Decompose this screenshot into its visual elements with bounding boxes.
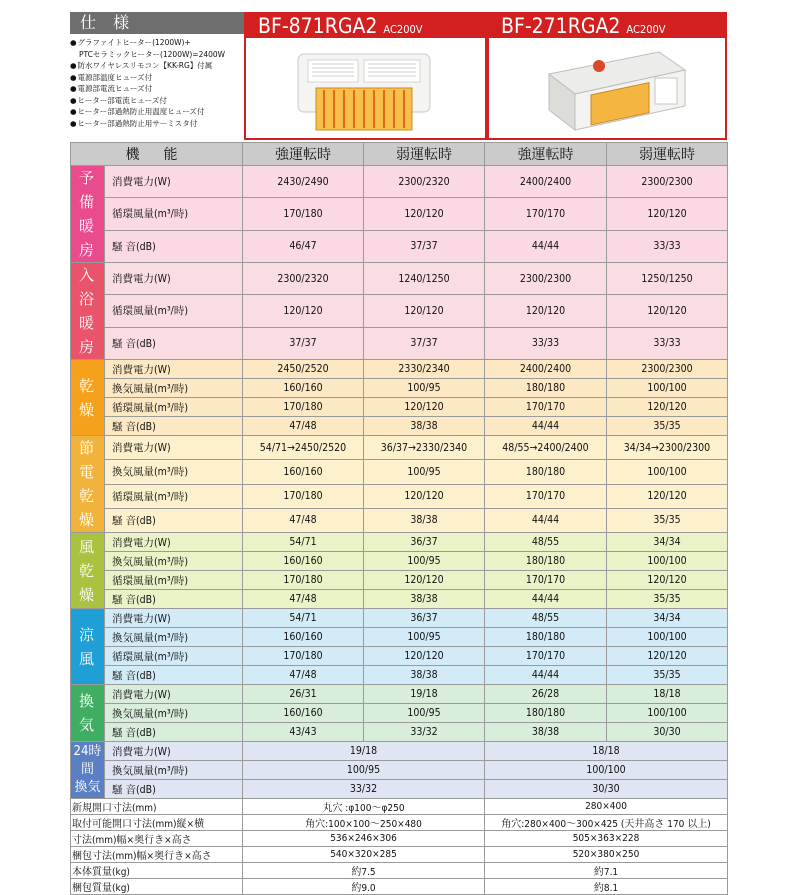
row-label: 消費電力(W) (105, 533, 243, 552)
value-cell: 38/38 (364, 417, 485, 436)
value-cell: 2400/2400 (485, 166, 607, 198)
group-label (71, 166, 105, 263)
value-cell: 37/37 (364, 230, 485, 262)
table-row (71, 780, 728, 799)
table-row (71, 704, 728, 723)
table-row (71, 508, 728, 532)
feature-item: PTCセラミックヒーター(1200W)=2400W (79, 49, 226, 59)
group-name: 換気 (78, 692, 96, 734)
value-cell: 33/33 (607, 327, 728, 359)
table-row (71, 460, 728, 484)
table-row (71, 685, 728, 704)
group-label (71, 685, 105, 742)
value-cell: 47/48 (243, 590, 364, 609)
value-cell: 36/37 (364, 533, 485, 552)
row-label: 梱包寸法(mm)幅×奥行き×高さ (71, 847, 243, 863)
value-cell: 33/32 (364, 723, 485, 742)
value-cell: 19/18 (243, 742, 485, 761)
value-cell: 120/120 (607, 647, 728, 666)
table-row (71, 666, 728, 685)
group-label (71, 742, 105, 799)
group-name: 乾燥 (78, 376, 96, 419)
table-row (71, 327, 728, 359)
value-cell: 38/38 (364, 590, 485, 609)
value-cell: 54/71 (243, 609, 364, 628)
value-cell: 170/170 (485, 198, 607, 230)
value-cell: 47/48 (243, 417, 364, 436)
table-row (71, 198, 728, 230)
value-cell: 100/95 (364, 460, 485, 484)
spec-table (70, 142, 728, 895)
row-label: 換気風量(m³/時) (105, 379, 243, 398)
row-label: 循環風量(m³/時) (105, 198, 243, 230)
row-label: 梱包質量(kg) (71, 879, 243, 895)
value-cell: 536×246×306 (243, 831, 485, 847)
table-row (71, 863, 728, 879)
col-header: 強運転時 (485, 143, 607, 166)
row-label: 消費電力(W) (105, 742, 243, 761)
value-cell: 170/170 (485, 647, 607, 666)
value-cell: 120/120 (364, 647, 485, 666)
value-cell: 38/38 (485, 723, 607, 742)
table-row (71, 761, 728, 780)
value-cell: 120/120 (485, 295, 607, 327)
col-header: 弱運転時 (607, 143, 728, 166)
value-cell: 100/100 (607, 704, 728, 723)
value-cell: 170/170 (485, 571, 607, 590)
value-cell: 100/100 (485, 761, 728, 780)
group-name: 入浴 暖房 (78, 266, 96, 356)
value-cell: 540×320×285 (243, 847, 485, 863)
row-label: 循環風量(m³/時) (105, 571, 243, 590)
value-cell: 170/180 (243, 647, 364, 666)
feature-item: ● 電源部電流ヒューズ付 (70, 83, 245, 95)
value-cell: 38/38 (364, 508, 485, 532)
value-cell: 180/180 (485, 379, 607, 398)
row-label: 寸法(mm)幅×奥行き×高さ (71, 831, 243, 847)
value-cell: 120/120 (607, 571, 728, 590)
model-name: BF-871RGA2 (258, 14, 378, 38)
value-cell: 100/95 (364, 552, 485, 571)
value-cell: 160/160 (243, 460, 364, 484)
value-cell: 100/95 (364, 628, 485, 647)
value-cell: 170/180 (243, 571, 364, 590)
value-cell: 120/120 (364, 295, 485, 327)
value-cell: 48/55 (485, 533, 607, 552)
value-cell: 120/120 (364, 198, 485, 230)
value-cell: 100/95 (364, 379, 485, 398)
value-cell: 100/95 (364, 704, 485, 723)
value-cell: 160/160 (243, 552, 364, 571)
value-cell: 54/71→2450/2520 (243, 436, 364, 460)
table-row (71, 609, 728, 628)
table-row (71, 230, 728, 262)
group-label (71, 609, 105, 685)
value-cell: 100/100 (607, 628, 728, 647)
value-cell: 2300/2320 (243, 263, 364, 295)
row-label: 消費電力(W) (105, 263, 243, 295)
feature-item: ● ヒーター部電流ヒューズ付 (70, 95, 245, 107)
function-header: 機 能 (71, 143, 243, 166)
table-row (71, 879, 728, 895)
value-cell: 100/100 (607, 552, 728, 571)
value-cell: 丸穴 :φ100〜φ250 (243, 799, 485, 815)
table-header-row (71, 143, 728, 166)
value-cell: 33/33 (607, 230, 728, 262)
value-cell: 170/180 (243, 484, 364, 508)
value-cell: 角穴:280×400〜300×425 (天井高さ 170 以上) (485, 815, 728, 831)
group-label (71, 360, 105, 436)
value-cell: 160/160 (243, 628, 364, 647)
value-cell: 44/44 (485, 590, 607, 609)
model-heading (489, 14, 725, 38)
value-cell: 36/37→2330/2340 (364, 436, 485, 460)
value-cell: 36/37 (364, 609, 485, 628)
value-cell: 34/34 (607, 533, 728, 552)
value-cell: 26/31 (243, 685, 364, 704)
value-cell: 44/44 (485, 508, 607, 532)
row-label: 循環風量(m³/時) (105, 398, 243, 417)
value-cell: 160/160 (243, 704, 364, 723)
value-cell: 34/34 (607, 609, 728, 628)
table-row (71, 647, 728, 666)
table-row (71, 417, 728, 436)
feature-item: ● ヒーター部過熱防止用温度ヒューズ付 (70, 106, 245, 118)
table-row (71, 799, 728, 815)
spec-title: 仕 様 (70, 12, 250, 34)
value-cell: 180/180 (485, 460, 607, 484)
value-cell: 120/120 (607, 198, 728, 230)
row-label: 循環風量(m³/時) (105, 295, 243, 327)
group-name: 24時間 換気 (73, 744, 102, 795)
value-cell: 37/37 (243, 327, 364, 359)
heater-271-image (539, 44, 689, 138)
value-cell: 38/38 (364, 666, 485, 685)
value-cell: 170/170 (485, 398, 607, 417)
value-cell: 1240/1250 (364, 263, 485, 295)
model-panel-271 (487, 12, 727, 140)
group-name: 風乾燥 (78, 537, 96, 604)
feature-item: ● ヒーター部過熱防止用サーミスタ付 (70, 118, 245, 130)
value-cell: 35/35 (607, 508, 728, 532)
table-row (71, 815, 728, 831)
row-label: 消費電力(W) (105, 360, 243, 379)
value-cell: 2300/2300 (607, 166, 728, 198)
value-cell: 18/18 (607, 685, 728, 704)
feature-list (70, 37, 245, 129)
value-cell: 44/44 (485, 666, 607, 685)
value-cell: 37/37 (364, 327, 485, 359)
row-label: 騒 音(dB) (105, 723, 243, 742)
group-label (71, 436, 105, 533)
table-row (71, 263, 728, 295)
model-heading (246, 14, 485, 38)
value-cell: 2300/2300 (485, 263, 607, 295)
model-voltage: AC200V (626, 23, 666, 36)
value-cell: 180/180 (485, 628, 607, 647)
table-row (71, 552, 728, 571)
value-cell: 180/180 (485, 552, 607, 571)
value-cell: 120/120 (607, 295, 728, 327)
row-label: 新規開口寸法(mm) (71, 799, 243, 815)
value-cell: 170/170 (485, 484, 607, 508)
table-row (71, 628, 728, 647)
row-label: 消費電力(W) (105, 609, 243, 628)
value-cell: 47/48 (243, 666, 364, 685)
value-cell: 100/95 (243, 761, 485, 780)
value-cell: 120/120 (607, 398, 728, 417)
value-cell: 120/120 (364, 484, 485, 508)
value-cell: 約7.1 (485, 863, 728, 879)
table-row (71, 484, 728, 508)
row-label: 騒 音(dB) (105, 590, 243, 609)
group-label (71, 533, 105, 609)
value-cell: 170/180 (243, 398, 364, 417)
model-panel-871 (244, 12, 487, 140)
table-row (71, 436, 728, 460)
row-label: 換気風量(m³/時) (105, 460, 243, 484)
row-label: 本体質量(kg) (71, 863, 243, 879)
value-cell: 2430/2490 (243, 166, 364, 198)
row-label: 消費電力(W) (105, 436, 243, 460)
col-header: 強運転時 (243, 143, 364, 166)
value-cell: 19/18 (364, 685, 485, 704)
value-cell: 100/100 (607, 379, 728, 398)
value-cell: 2300/2300 (607, 360, 728, 379)
row-label: 換気風量(m³/時) (105, 628, 243, 647)
value-cell: 160/160 (243, 379, 364, 398)
table-row (71, 723, 728, 742)
value-cell: 18/18 (485, 742, 728, 761)
group-name: 予備 暖房 (78, 169, 96, 259)
group-name: 節電 乾燥 (78, 439, 96, 529)
value-cell: 34/34→2300/2300 (607, 436, 728, 460)
value-cell: 30/30 (607, 723, 728, 742)
value-cell: 約9.0 (243, 879, 485, 895)
table-row (71, 831, 728, 847)
row-label: 騒 音(dB) (105, 230, 243, 262)
value-cell: 170/180 (243, 198, 364, 230)
row-label: 換気風量(m³/時) (105, 761, 243, 780)
row-label: 取付可能開口寸法(mm)縦×横 (71, 815, 243, 831)
value-cell: 54/71 (243, 533, 364, 552)
value-cell: 280×400 (485, 799, 728, 815)
value-cell: 120/120 (364, 571, 485, 590)
table-row (71, 398, 728, 417)
row-label: 循環風量(m³/時) (105, 484, 243, 508)
value-cell: 180/180 (485, 704, 607, 723)
row-label: 換気風量(m³/時) (105, 704, 243, 723)
value-cell: 48/55→2400/2400 (485, 436, 607, 460)
value-cell: 約7.5 (243, 863, 485, 879)
row-label: 消費電力(W) (105, 166, 243, 198)
value-cell: 120/120 (607, 484, 728, 508)
col-header: 弱運転時 (364, 143, 485, 166)
value-cell: 48/55 (485, 609, 607, 628)
value-cell: 角穴:100×100〜250×480 (243, 815, 485, 831)
value-cell: 520×380×250 (485, 847, 728, 863)
table-row (71, 379, 728, 398)
value-cell: 44/44 (485, 417, 607, 436)
table-row (71, 571, 728, 590)
value-cell: 47/48 (243, 508, 364, 532)
table-row (71, 847, 728, 863)
table-row (71, 295, 728, 327)
feature-item: ● グラファイトヒーター(1200W)+ (70, 37, 245, 49)
feature-item: ● 防水ワイヤレスリモコン【KK-RG】付属 (70, 60, 245, 72)
value-cell: 505×363×228 (485, 831, 728, 847)
group-label (71, 263, 105, 360)
row-label: 消費電力(W) (105, 685, 243, 704)
value-cell: 2400/2400 (485, 360, 607, 379)
table-row (71, 533, 728, 552)
row-label: 騒 音(dB) (105, 508, 243, 532)
row-label: 騒 音(dB) (105, 417, 243, 436)
model-voltage: AC200V (383, 23, 423, 36)
value-cell: 1250/1250 (607, 263, 728, 295)
value-cell: 26/28 (485, 685, 607, 704)
value-cell: 100/100 (607, 460, 728, 484)
header-area (0, 0, 793, 142)
value-cell: 33/33 (485, 327, 607, 359)
table-row (71, 590, 728, 609)
row-label: 換気風量(m³/時) (105, 552, 243, 571)
value-cell: 120/120 (364, 398, 485, 417)
value-cell: 30/30 (485, 780, 728, 799)
value-cell: 43/43 (243, 723, 364, 742)
value-cell: 2330/2340 (364, 360, 485, 379)
row-label: 騒 音(dB) (105, 666, 243, 685)
table-row (71, 166, 728, 198)
table-row (71, 360, 728, 379)
feature-item: ● 電源部温度ヒューズ付 (70, 72, 245, 84)
value-cell: 44/44 (485, 230, 607, 262)
model-name: BF-271RGA2 (501, 14, 621, 38)
heater-871-image (294, 48, 434, 138)
value-cell: 2300/2320 (364, 166, 485, 198)
value-cell: 46/47 (243, 230, 364, 262)
value-cell: 120/120 (243, 295, 364, 327)
value-cell: 35/35 (607, 590, 728, 609)
row-label: 騒 音(dB) (105, 327, 243, 359)
table-row (71, 742, 728, 761)
value-cell: 35/35 (607, 666, 728, 685)
row-label: 循環風量(m³/時) (105, 647, 243, 666)
group-name: 涼風 (78, 625, 96, 668)
value-cell: 33/32 (243, 780, 485, 799)
row-label: 騒 音(dB) (105, 780, 243, 799)
value-cell: 約8.1 (485, 879, 728, 895)
value-cell: 35/35 (607, 417, 728, 436)
value-cell: 2450/2520 (243, 360, 364, 379)
